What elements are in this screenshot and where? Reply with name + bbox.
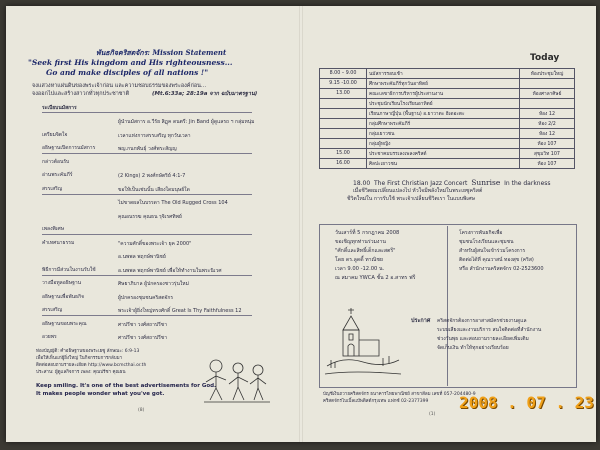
service-item-value: ผู้ปกครองชุมชนคริสตจักร — [118, 294, 174, 301]
schedule-event: เรียนภาษาญี่ปุ่น (พื้นฐาน) อ.ยาวาตะ ฮิเดอะตะ — [367, 109, 520, 119]
service-item-label: พิธีการมีส่วนในงานรับใช้ — [42, 266, 96, 273]
service-item-label: กล่าวต้อนรับ — [42, 158, 70, 165]
event-line: วันเสาร์ที่ 5 กรกฎาคม 2008 — [335, 230, 400, 236]
divider — [42, 275, 252, 276]
service-item-label: เตรียมจิตใจ — [42, 131, 68, 138]
schedule-event: ศึกษาพระคัมภีร์ทุกวันอาทิตย์ — [367, 79, 520, 89]
divider — [42, 315, 252, 316]
schedule-time — [320, 139, 367, 149]
concert-title: The First Christian Jazz Concert — [374, 180, 468, 187]
mission-thai: จงแสวงหาแผ่นดินของพระเจ้าก่อน และความชอบธรรมของพระองค์ก่อน... — [32, 83, 207, 89]
service-item-value: ขอให้เป็นเช่นนั้น เสียงใดมนุษย์ใด — [118, 186, 190, 193]
schedule-place — [520, 79, 575, 89]
schedule-event: กลุ่มศึกษาพระคัมภีร์ — [367, 119, 520, 129]
announcement-line: ระบบเสียงและงานบริการ สนใจติดต่อที่สำนักงาน — [437, 327, 542, 333]
today-heading: Today — [530, 53, 560, 63]
schedule-row — [320, 99, 575, 109]
service-item-value: (2 Kings) 2 พงศ์กษัตริย์ 4:1-7 — [118, 173, 186, 179]
mission-header: พันธกิจคริสตจักร: Mission Statement — [96, 48, 227, 57]
schedule-time: 15.00 — [320, 149, 367, 159]
concert-name: Sunrise — [471, 178, 501, 187]
schedule-place: ห้อง 107 — [520, 139, 575, 149]
schedule-row — [320, 139, 575, 149]
service-item-label: เพลงพิเศษ — [42, 226, 64, 232]
service-item-label: อวยพร — [42, 334, 57, 340]
footer-quote-1: Keep smiling. It's one of the best advertisements for God. — [36, 383, 217, 389]
schedule-time — [320, 129, 367, 139]
schedule-time: 16.00 — [320, 159, 367, 169]
schedule-place: ห้องศาลาศิษย์ — [520, 89, 575, 99]
service-item-value: ศาปรีชา วงศ์สถาปรีชา — [118, 321, 168, 328]
schedule-place — [520, 99, 575, 109]
page-number-left: (8) — [138, 408, 145, 413]
schedule-place: ห้อง 107 — [520, 159, 575, 169]
note-line: ท่องบัญญัติ: คำอธิษฐานของพระเยซู ลักษณะ: 6:9-13 — [36, 349, 140, 354]
announcement-line: คริสตจักรต้องการอาสาสมัครช่วยงานดูแล — [437, 318, 527, 324]
announcement-line: ช่วงวันพุธ และสอบถามรายละเอียดเพิ่มเติม — [437, 336, 529, 342]
schedule-event: ประชาคมบรรเลงเพลงคริสต์ — [367, 149, 520, 159]
schedule-event: คณะเลขาธิการบริหารผู้ประสานงาน — [367, 89, 520, 99]
concert-time: 18.00 — [353, 180, 371, 187]
announcement-line: จัดเก็บเงิน ทำให้ทุกอย่างเรียบร้อย — [437, 345, 509, 351]
schedule-event: กลุ่มเยาวชน — [367, 129, 520, 139]
service-item-value: คุณอนรรฆ คุณธน รุจิเรศทิพย์ — [118, 213, 182, 220]
bottom-info-line: บัญชีเงินถวายคริสตจักร ธนาคารไทยพาณิชย์ สาขาสีลม เลขที่ 057-204480-9 — [323, 392, 476, 397]
order-of-service-title: ระเบียบนมัสการ — [42, 105, 77, 111]
schedule-event: นมัสการรอบเช้า — [367, 69, 520, 79]
schedule-event: กลุ่มผู้หญิง — [367, 139, 520, 149]
service-item-value: ศาปรีชา วงศ์สถาปรีชา — [118, 335, 168, 341]
note-line: ติดต่อสอบถามรายละเอียด http://www.bcmcthai.or.th — [36, 363, 147, 368]
event-info-line: โครงการพันธกิจเพื่อ — [459, 230, 503, 236]
church-illustration — [323, 306, 403, 378]
divider — [42, 234, 252, 235]
schedule-row — [320, 149, 575, 159]
service-item-value: "ความศักดิ์ของพระเจ้า ยุค 2000" — [118, 240, 192, 247]
event-line: ขอเชิญทุกท่านร่วมงาน — [335, 239, 386, 245]
service-item-label: สรรเสริญ — [42, 185, 63, 192]
schedule-place: ห้องประชุมใหญ่ — [520, 69, 575, 79]
schedule-row — [320, 79, 575, 89]
schedule-event: ศิลปะเยาวชน — [367, 159, 520, 169]
schedule-time: 8.00 – 9.00 — [320, 69, 367, 79]
schedule-row — [320, 89, 575, 99]
service-item-value: อ.นพพล พฤกษ์พานิชย์ — [118, 254, 166, 260]
service-item-value: เวลาแห่งการสรรเสริญ ทุกวันเวลา — [118, 132, 191, 139]
event-line: ณ สมาคม YWCA ชั้น 2 อ.สาทร ฟรี — [335, 275, 416, 281]
schedule-row — [320, 69, 575, 79]
bulletin-sheet — [6, 6, 596, 442]
service-item-value: พญ.กนกพันธุ์ วงศ์พระสัญญ — [118, 146, 177, 152]
schedule-place: สุขุมวิท 107 — [520, 149, 575, 159]
kids-cartoon-illustration — [202, 356, 272, 406]
service-item-label: อธิษฐานขอบพระคุณ — [42, 320, 87, 327]
service-item-label: อธิษฐานเปิดการนมัสการ — [42, 145, 96, 151]
schedule-time — [320, 109, 367, 119]
concert-subtitle: In the darkness — [504, 180, 551, 187]
bulletin-back-page — [6, 6, 301, 442]
service-item-label: อ่านพระคัมภีร์ — [42, 172, 73, 178]
event-info-line: ชุมชนโรงเรียนและชุมชน — [459, 239, 514, 245]
schedule-time: 9.15 -10.00 — [320, 79, 367, 89]
service-item-value: ผู้นำนมัสการ อ.วีรัย สิฏุค ดนตรี: Jin Band ผู้ดูแลรถ ฯ กลุ่มหนุ่ม — [118, 119, 255, 125]
schedule-time — [320, 99, 367, 109]
bottom-info-line: คริสตจักรไบเบิ้ลแบ๊พติสต์กรุงเทพ แฟกซ์ 02-2377399 — [323, 399, 429, 404]
announcement-label: ประกาศ — [411, 318, 431, 324]
event-line: โดย ดร.ลูดดี้ ทาณิชย — [335, 257, 383, 263]
schedule-table — [319, 68, 575, 169]
bulletin-front-page — [301, 6, 596, 442]
mission-thai-2: จงออกไปและสร้างสาวกทั่วทุกประชาชาติ — [32, 91, 130, 97]
event-info-line: สำหรับผู้สนใจเข้าร่วมโครงการ — [459, 248, 526, 254]
service-item-label: สรรเสริญ — [42, 307, 63, 313]
service-item-value: อ.นพพล พฤกษ์พานิชย์ เพื่อให้ทำงานในพระนิเวศ — [118, 267, 222, 274]
event-line: เวลา 9.00 -12.00 น. — [335, 266, 385, 272]
schedule-row — [320, 129, 575, 139]
announcement-divider — [447, 226, 448, 386]
concert-description-2: ชีวิตใหม่ใน การรับใช้ พระเจ้าเปลี่ยนชีวิตเรา ในแบบพิเศษ — [347, 196, 475, 202]
service-item-value: ศิษยาภิบาล ผู้ปกครองชาวรุ่นใหม่ — [118, 281, 189, 287]
schedule-row — [320, 159, 575, 169]
schedule-row — [320, 109, 575, 119]
divider — [42, 153, 252, 154]
date-stamp: 2008 . 07 . 23 — [459, 393, 594, 412]
service-item-label: วางมือทูลอธิษฐาน — [42, 280, 82, 286]
schedule-place: ห้อง 12 — [520, 109, 575, 119]
service-item-label: คำเทศนาธรรม — [42, 239, 75, 246]
divider — [42, 194, 252, 195]
divider — [42, 112, 252, 113]
schedule-place: ห้อง 2/2 — [520, 119, 575, 129]
schedule-time — [320, 119, 367, 129]
concert-announcement — [353, 178, 551, 187]
note-line: ประสาน: ผู้ดูแลกิจการ เพลง: คุณปรีชา คุณธน — [36, 370, 126, 375]
page-number-right: (1) — [429, 412, 436, 417]
event-info-line: หรือ สำนักงานคริสตจักร 02-2523600 — [459, 266, 544, 272]
schedule-place: ห้อง 12 — [520, 129, 575, 139]
schedule-time: 13.00 — [320, 89, 367, 99]
mission-line-2: Go and make disciples of all nations !" — [46, 68, 209, 77]
service-item-value: ไม่ขาดผลในบรรดา The Old Rugged Cross 104 — [118, 200, 228, 206]
service-item-label: อธิษฐานเพื่อพันธกิจ — [42, 293, 85, 300]
schedule-row — [320, 119, 575, 129]
mission-line-1: "Seek first His kingdom and His righteousness... — [28, 58, 233, 67]
service-item-value: พระเจ้าผู้ยิ่งใหญ่ทรงศักดิ์ Great Is Thy Faithfulness 12 — [118, 308, 242, 314]
note-line: เพื่อให้เห็นแก่ผู้ยิ่งใหญ่ ในกิจกรรมการกลับมา — [36, 356, 123, 361]
schedule-event: ประชุมนักเรียนโรงเรียนอาทิตย์ — [367, 99, 520, 109]
event-line: "ศักดิ์และสิทธิ์เด็กและสตรี" — [335, 248, 396, 254]
mission-reference: (Mt.6:33a; 28:19a จาก ฉบับมาตรฐาน) — [152, 91, 258, 97]
footer-quote-2: It makes people wonder what you've got. — [36, 391, 165, 397]
concert-description-1: เมื่อชีวิตผมเปลี่ยนแปลงไป หัวใจมีพลังใหม่ในพระเยซูคริสต์ — [353, 188, 483, 194]
event-info-line: ติดต่อได้ที่ คุณวาสน์ ทองสุข (คริส) — [459, 257, 534, 263]
